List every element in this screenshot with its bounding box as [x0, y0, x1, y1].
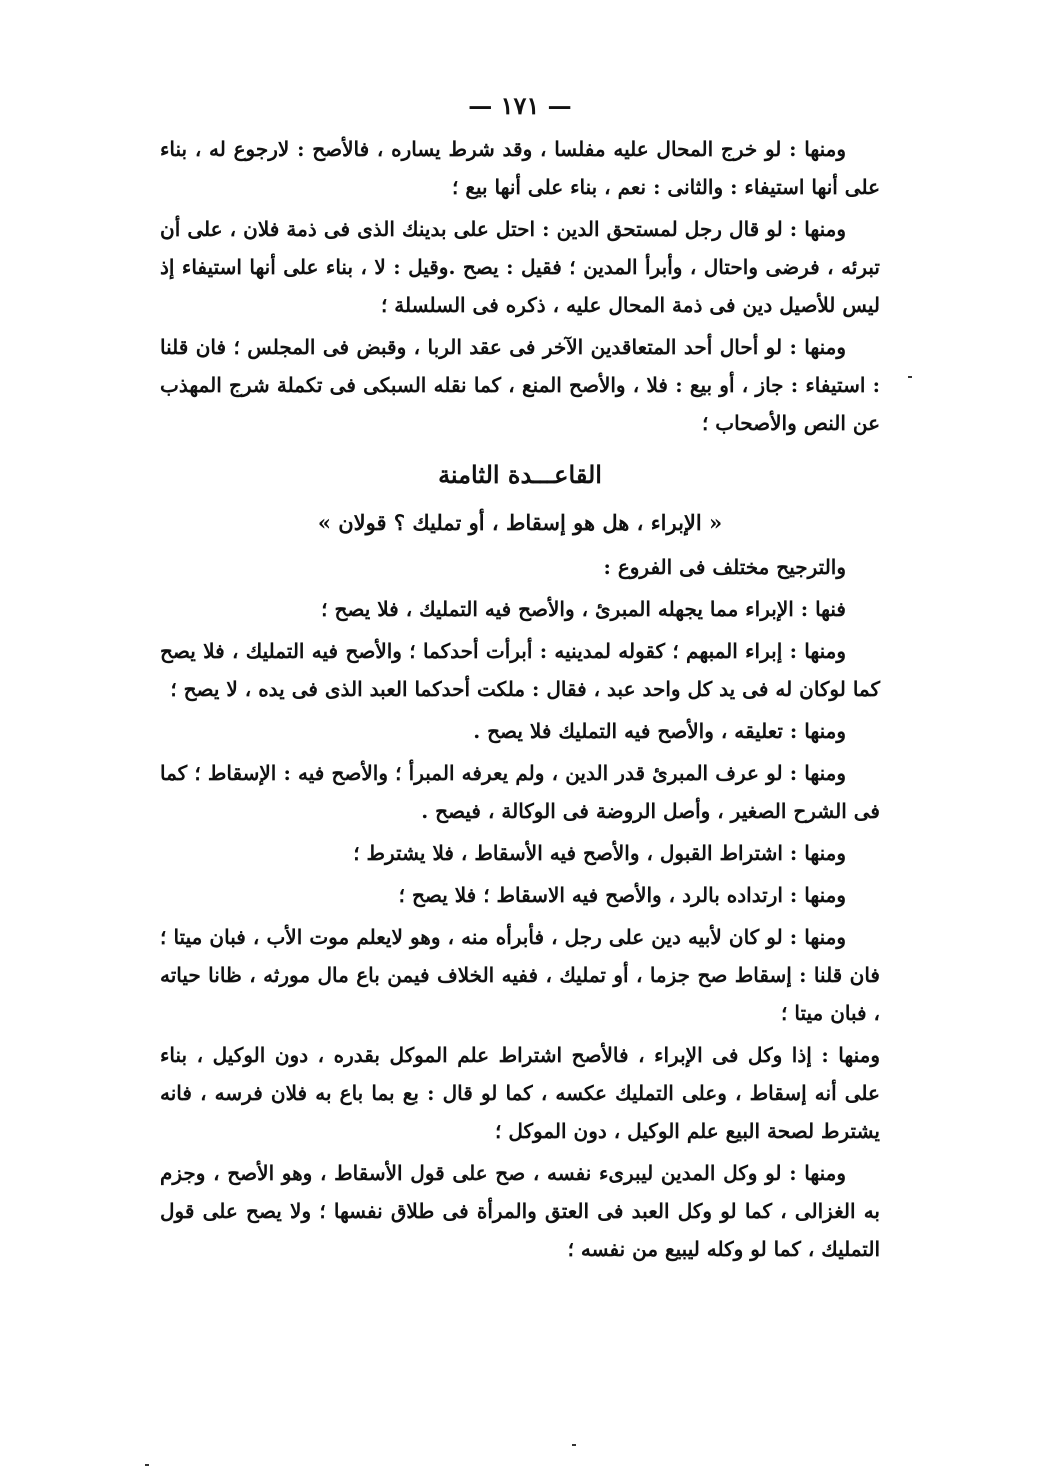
page-number: — ١٧١ —	[468, 91, 572, 120]
paragraph: والترجيح مختلف فى الفروع :	[603, 555, 846, 579]
paragraph: ومنها : لو أحال أحد المتعاقدين الآخر فى عقد الربا ، وقبض فى المجلس ؛ فان قلنا : استيفاء : جاز ، أو بيع : فلا ، والأصح المنع ، كما نقله السبكى فى تكملة شرج المهذب عن النص والأصحاب ؛	[160, 335, 880, 435]
paragraph: ومنها : لو خرج المحال عليه مفلسا ، وقد شرط يساره ، فالأصح : لارجوع له ، بناء على أنها استيفاء : والثانى : نعم ، بناء على أنها بيع ؛	[160, 137, 880, 199]
paragraph: ومنها : ارتداده بالرد ، والأصح فيه الاسقاط ؛ فلا يصح ؛	[398, 883, 846, 907]
paragraph: ومنها : لو كان لأبيه دين على رجل ، فأبرأه منه ، وهو لايعلم موت الأب ، فبان ميتا ؛ فان قلنا : إسقاط صح جزما ، أو تمليك ، ففيه الخلاف فيمن باع مال مورثه ، ظانا حياته ، فبان ميتا ؛	[160, 925, 880, 1025]
paragraph: ومنها : لو قال رجل لمستحق الدين : احتل على بدينك الذى فى ذمة فلان ، على أن تبرئه ، فرضى واحتال ، وأبرأ المدين ؛ فقيل : يصح .وقيل : لا ، بناء على أنها استيفاء إذ ليس للأصيل دين فى ذمة المحال عليه ، ذكره فى السلسلة ؛	[160, 217, 880, 317]
paragraph: ومنها : لو وكل المدين ليبرىء نفسه ، صح على قول الأسقاط ، وهو الأصح ، وجزم به الغزالى ، كما لو وكل العبد فى العتق والمرأة فى طلاق نفسها ؛ ولا يصح على قول التمليك ، كما لو وكله ليبيع من نفسه ؛	[160, 1161, 880, 1261]
section-title: القاعـــدة الثامنة	[438, 460, 602, 489]
paragraph: ومنها : تعليقه ، والأصح فيه التمليك فلا يصح .	[473, 719, 846, 743]
paragraph: ومنها : إذا وكل فى الإبراء ، فالأصح اشتراط علم الموكل بقدره ، دون الوكيل ، بناء على أنه إسقاط ، وعلى التمليك عكسه ، كما لو قال : بع بما باع به فلان فرسه ، فانه يشترط لصحة البيع علم الوكيل ، دون الموكل ؛	[160, 1043, 880, 1143]
page-body	[160, 86, 880, 1272]
section-subtitle: « الإبراء ، هل هو إسقاط ، أو تمليك ؟ قولان »	[317, 510, 723, 535]
scan-mark	[145, 1464, 149, 1466]
paragraph: ومنها : إبراء المبهم ؛ كقوله لمدينيه : أبرأت أحدكما ؛ والأصح فيه التمليك ، فلا يصح كما لوكان له فى يد كل واحد عبد ، فقال : ملكت أحدكما العبد الذى فى يده ، لا يصح ؛	[160, 639, 880, 701]
scan-mark	[908, 376, 912, 378]
scan-mark	[572, 1444, 576, 1446]
paragraph: فنها : الإبراء مما يجهله المبرئ ، والأصح فيه التمليك ، فلا يصح ؛	[321, 597, 846, 621]
paragraph: ومنها : لو عرف المبرئ قدر الدين ، ولم يعرفه المبرأ ؛ والأصح فيه : الإسقاط ؛ كما فى الشرح الصغير ، وأصل الروضة فى الوكالة ، فيصح .	[160, 761, 880, 823]
paragraph: ومنها : اشتراط القبول ، والأصح فيه الأسقاط ، فلا يشترط ؛	[353, 841, 846, 865]
